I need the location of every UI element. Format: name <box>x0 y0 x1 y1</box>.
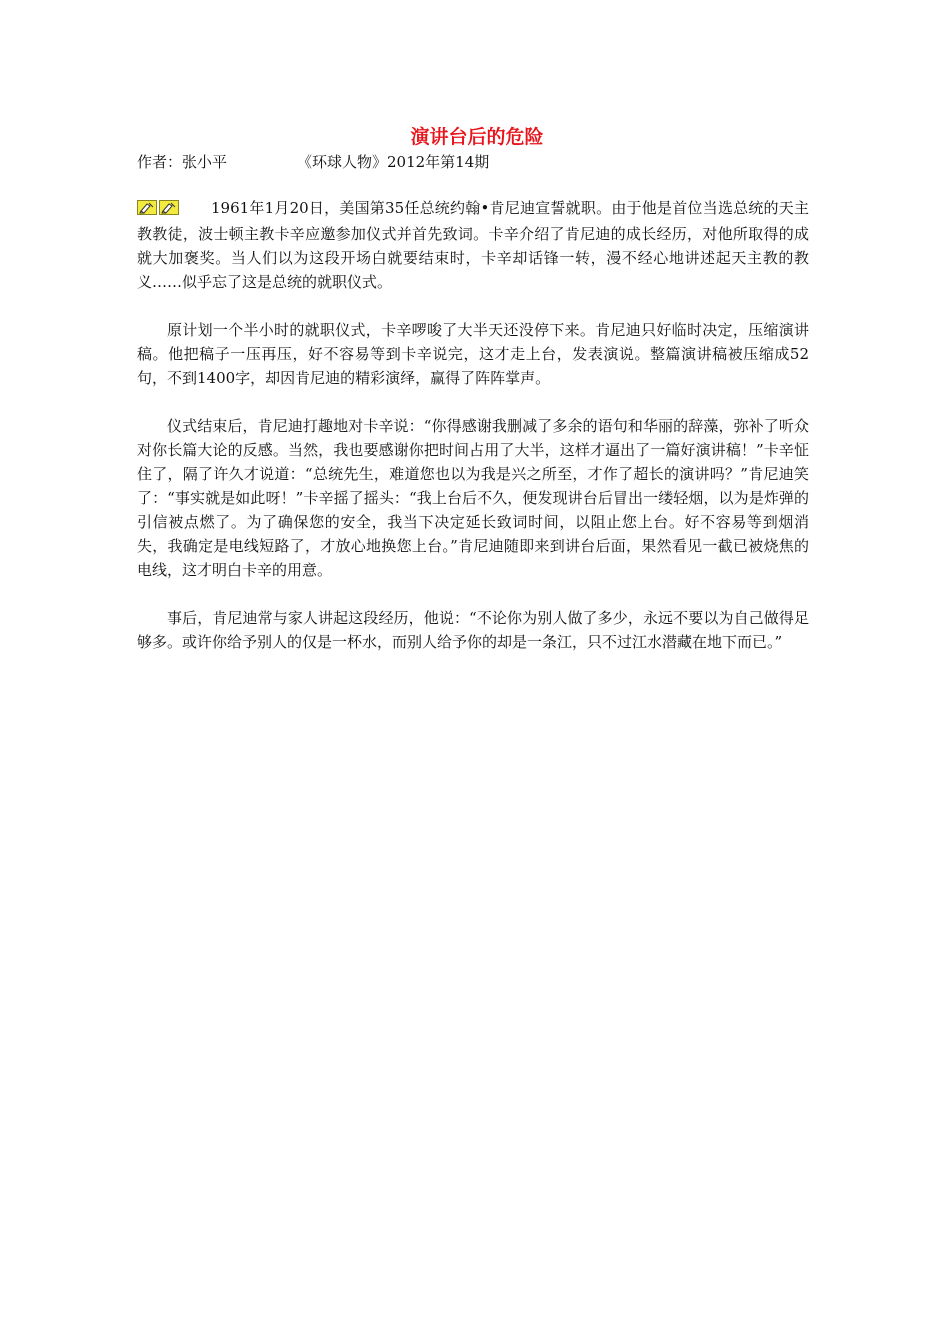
paragraph-4: 事后，肯尼迪常与家人讲起这段经历，他说：“不论你为别人做了多少，永远不要以为自己做得足够多。或许你给予别人的仅是一杯水，而别人给予你的却是一条江，只不过江水潜藏在地下而已。” <box>137 609 809 651</box>
paragraph-text: 1961年1月20日，美国第35任总统约翰•肯尼迪宣誓就职。由于他是首位当选总统的天主教教徒，波士顿主教卡辛应邀参加仪式并首先致词。卡辛介绍了肯尼迪的成长经历，对他所取得的成就大加褒奖。当人们以为这段开场白就要结束时，卡辛却话锋一转，漫不经心地讲述起天主教的教义……似乎忘了这是总统的就职仪式。 <box>137 199 809 291</box>
author: 作者：张小平 <box>137 153 228 171</box>
pencil-mark-icon <box>159 200 179 215</box>
byline <box>137 151 489 173</box>
paragraph-3: 仪式结束后，肯尼迪打趣地对卡辛说：“你得感谢我删减了多余的语句和华丽的辞藻，弥补了听众对你长篇大论的反感。当然，我也要感谢你把时间占用了大半，这样才逼出了一篇好演讲稿！”卡辛怔住了，隔了许久才说道：“总统先生，难道您也以为我是兴之所至，才作了超长的演讲吗？”肯尼迪笑了：“事实就是如此呀！”卡辛摇了摇头：“我上台后不久，便发现讲台后冒出一缕轻烟，以为是炸弹的引信被点燃了。为了确保您的安全，我当下决定延长致词时间，以阻止您上台。好不容易等到烟消失，我确定是电线短路了，才放心地换您上台。”肯尼迪随即来到讲台后面，果然看见一截已被烧焦的电线，这才明白卡辛的用意。 <box>137 417 809 579</box>
article-body <box>137 196 809 678</box>
paragraph-2: 原计划一个半小时的就职仪式，卡辛啰唆了大半天还没停下来。肯尼迪只好临时决定，压缩演讲稿。他把稿子一压再压，好不容易等到卡辛说完，这才走上台，发表演说。整篇演讲稿被压缩成52句，不到1400字，却因肯尼迪的精彩演绎，赢得了阵阵掌声。 <box>137 321 809 387</box>
paragraph-mark <box>137 198 181 222</box>
article-title: 演讲台后的危险 <box>410 126 544 148</box>
source: 《环球人物》2012年第14期 <box>297 153 490 171</box>
pencil-mark-icon <box>137 200 157 215</box>
paragraph-1 <box>137 196 809 294</box>
